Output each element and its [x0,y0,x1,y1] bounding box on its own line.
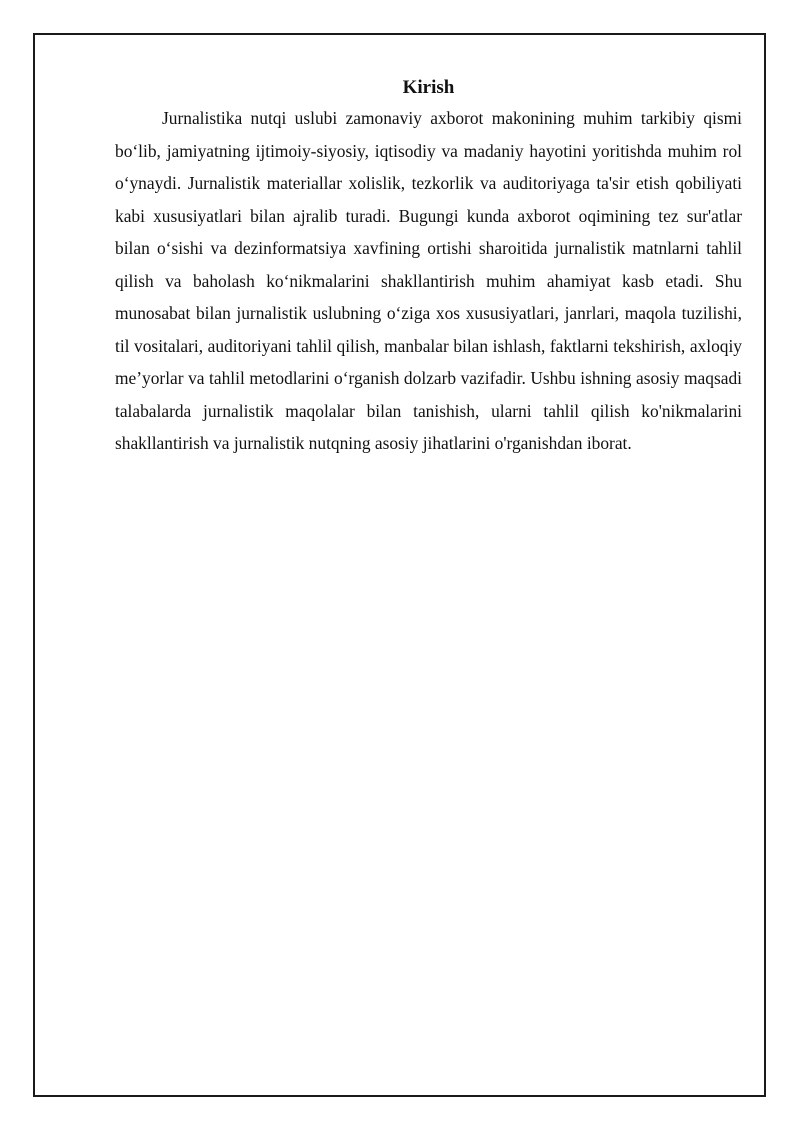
page-title: Kirish [402,77,455,98]
page-content [115,76,742,460]
intro-paragraph: Jurnalistika nutqi uslubi zamonaviy axborot makonining muhim tarkibiy qismi bo‘lib, jamiyatning ijtimoiy-siyosiy, iqtisodiy va madaniy hayotini yoritishda muhim rol o‘ynaydi. Jurnalistik materiallar xolislik, tezkorlik va auditoriyaga ta'sir etish qobiliyati kabi xususiyatlari bilan ajralib turadi. Bugungi kunda axborot oqimining tez sur'atlar bilan o‘sishi va dezinformatsiya xavfining ortishi sharoitida jurnalistik matnlarni tahlil qilish va baholash ko‘nikmalarini shakllantirish muhim ahamiyat kasb etadi. Shu munosabat bilan jurnalistik uslubning o‘ziga xos xususiyatlari, janrlari, maqola tuzilishi, til vositalari, auditoriyani tahlil qilish, manbalar bilan ishlash, faktlarni tekshirish, axloqiy me’yorlar va tahlil metodlarini o‘rganish dolzarb vazifadir. Ushbu ishning asosiy maqsadi talabalarda jurnalistik maqolalar bilan tanishish, ularni tahlil qilish ko'nikmalarini shakllantirish va jurnalistik nutqning asosiy jihatlarini o'rganishdan iborat. [115,108,742,453]
